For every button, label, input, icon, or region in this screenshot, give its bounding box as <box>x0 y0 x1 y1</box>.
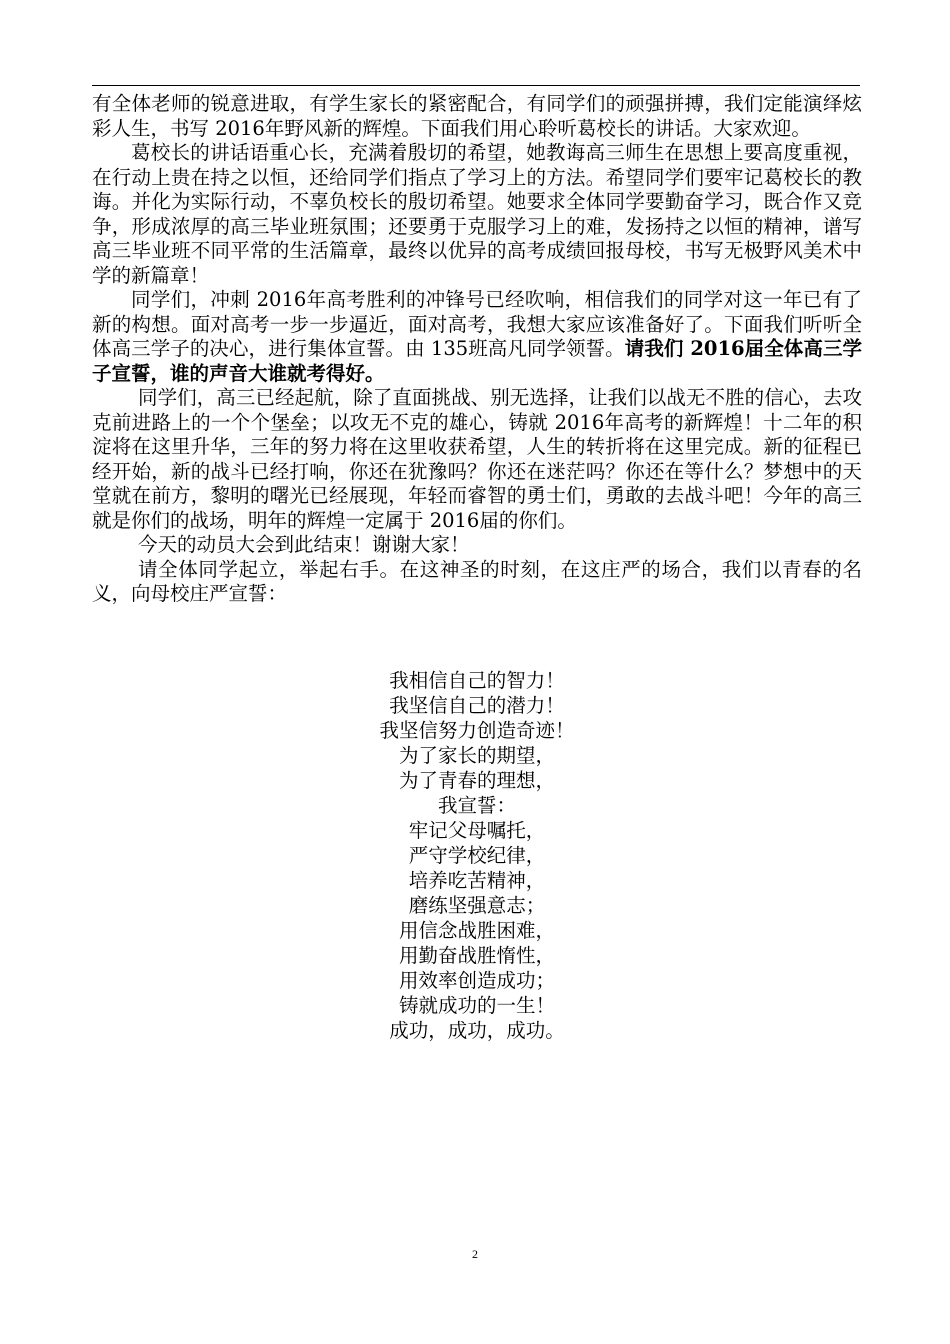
paragraph-3 <box>92 288 862 386</box>
page-number: 2 <box>472 1247 478 1261</box>
oath-line: 严守学校纪律， <box>408 844 546 867</box>
oath-line: 铸就成功的一生！ <box>398 994 555 1017</box>
oath-line: 为了家长的期望， <box>398 744 555 767</box>
oath-line: 用效率创造成功； <box>398 969 555 992</box>
oath-block <box>92 668 862 1043</box>
oath-line: 为了青春的理想， <box>398 769 555 792</box>
oath-line: 我宣誓： <box>437 794 516 817</box>
paragraph-4: 同学们，高三已经起航，除了直面挑战、别无选择，让我们以战无不胜的信心，去攻克前进路上的一个个堡垒；以攻无不克的雄心，铸就 2016年高考的新辉煌！十二年的积淀将在这里升华，三年的努力将在这里收获希望，人生的转折将在这里完成。新的征程已经开始，新的战斗已经打响，你还在犹豫吗？你还在迷茫吗？你还在等什么？梦想中的天堂就在前方，黎明的曙光已经展现，年轻而睿智的勇士们，勇敢的去战斗吧！今年的高三就是你们的战场，明年的辉煌一定属于 2016届的你们。 <box>92 386 862 532</box>
oath-line: 培养吃苦精神， <box>408 869 546 892</box>
body-text <box>92 92 862 607</box>
oath-line: 成功，成功，成功。 <box>389 1019 565 1042</box>
oath-line: 我坚信努力创造奇迹！ <box>379 719 575 742</box>
paragraph-6: 请全体同学起立，举起右手。在这神圣的时刻，在这庄严的场合，我们以青春的名义，向母校庄严宣誓： <box>92 557 862 605</box>
oath-line: 我相信自己的智力！ <box>389 669 565 692</box>
paragraph-1: 有全体老师的锐意进取，有学生家长的紧密配合，有同学们的顽强拼搏，我们定能演绎炫彩人生，书写 2016年野风新的辉煌。下面我们用心聆听葛校长的讲话。大家欢迎。 <box>92 92 862 140</box>
paragraph-5: 今天的动员大会到此结束！谢谢大家！ <box>138 533 470 556</box>
header-rule <box>92 85 860 86</box>
oath-line: 牢记父母嘱托， <box>408 819 546 842</box>
paragraph-3-bold-text: 请我们 2016届全体高三学子宣誓，谁的声音大谁就考得好。 <box>92 337 863 385</box>
paragraph-2: 葛校长的讲话语重心长，充满着殷切的希望，她教诲高三师生在思想上要高度重视，在行动上贵在持之以恒，还给同学们指点了学习上的方法。希望同学们要牢记葛校长的教诲。并化为实际行动，不辜负校长的殷切希望。她要求全体同学要勤奋学习，既合作又竞争，形成浓厚的高三毕业班氛围；还要勇于克服学习上的难，发扬持之以恒的精神，谱写高三毕业班不同平常的生活篇章，最终以优异的高考成绩回报母校，书写无极野风美术中学的新篇章！ <box>92 141 862 287</box>
oath-line: 用信念战胜困难， <box>398 919 555 942</box>
oath-line: 用勤奋战胜惰性， <box>398 944 555 967</box>
oath-line: 磨练坚强意志； <box>408 894 546 917</box>
oath-line: 我坚信自己的潜力！ <box>389 694 565 717</box>
paragraph-3-text: 同学们，冲刺 2016年高考胜利的冲锋号已经吹响，相信我们的同学对这一年已有了新的构想。面对高考一步一步逼近，面对高考，我想大家应该准备好了。下面我们听听全体高三学子的决心，进行集体宣誓。由 135班高凡同学领誓。 <box>92 288 862 360</box>
